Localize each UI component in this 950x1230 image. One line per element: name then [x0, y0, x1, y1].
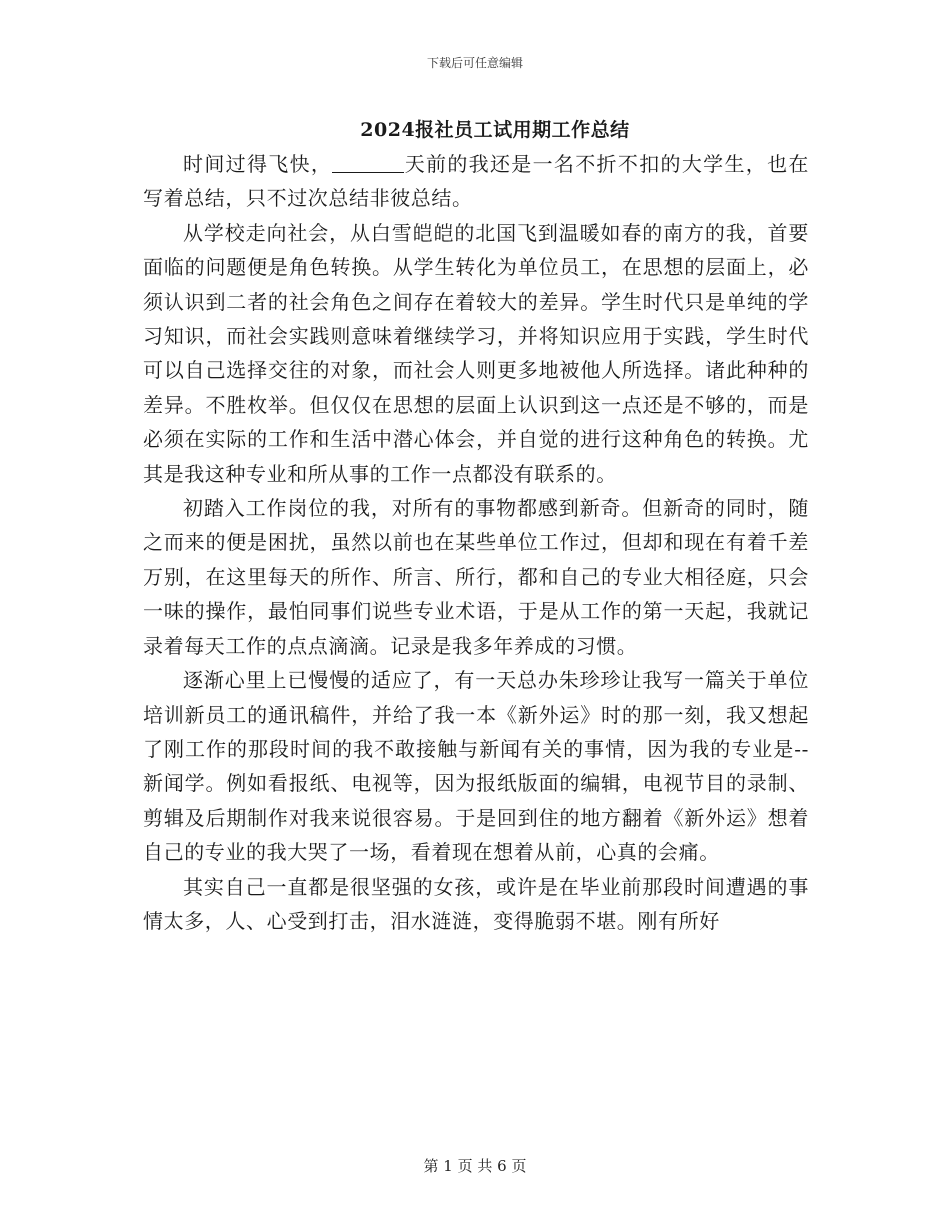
- paragraph: [143, 147, 809, 216]
- document-title: 2024报社员工试用期工作总结: [360, 119, 630, 141]
- paragraph-text: 时间过得飞快，: [183, 152, 333, 176]
- document-body: [143, 147, 809, 938]
- paragraph-text: 天前的我还是一名不折不扣的大学生，也在写着总结，只不过次总结非彼总结。: [143, 152, 809, 211]
- header-note: 下载后可任意编辑: [426, 56, 523, 70]
- paragraph: 初踏入工作岗位的我，对所有的事物都感到新奇。但新奇的同时，随之而来的便是困扰，虽然以前也在某些单位工作过，但却和现在有着千差万别，在这里每天的所作、所言、所行，都和自己的专业大相径庭，只会一味的操作，最怕同事们说些专业术语，于是从工作的第一天起，我就记录着每天工作的点点滴滴。记录是我多年养成的习惯。: [143, 496, 809, 658]
- page-indicator: 第 1 页 共 6 页: [423, 1157, 527, 1175]
- paragraph: 从学校走向社会，从白雪皑皑的北国飞到温暖如春的南方的我，首要面临的问题便是角色转换。从学生转化为单位员工，在思想的层面上，必须认识到二者的社会角色之间存在着较大的差异。学生时代只是单纯的学习知识，而社会实践则意味着继续学习，并将知识应用于实践，学生时代可以自己选择交往的对象，而社会人则更多地被他人所选择。诸此种种的差异。不胜枚举。但仅仅在思想的层面上认识到这一点还是不够的，而是必须在实际的工作和生活中潜心体会，并自觉的进行这种角色的转换。尤其是我这种专业和所从事的工作一点都没有联系的。: [143, 220, 809, 486]
- fill-in-blank: [332, 154, 404, 173]
- paragraph: 逐渐心里上已慢慢的适应了，有一天总办朱珍珍让我写一篇关于单位培训新员工的通讯稿件，并给了我一本《新外运》时的那一刻，我又想起了刚工作的那段时间的我不敢接触与新闻有关的事情，因为我的专业是--新闻学。例如看报纸、电视等，因为报纸版面的编辑，电视节目的录制、剪辑及后期制作对我来说很容易。于是回到住的地方翻着《新外运》想着自己的专业的我大哭了一场，看着现在想着从前，心真的会痛。: [143, 668, 809, 865]
- paragraph: 其实自己一直都是很坚强的女孩，或许是在毕业前那段时间遭遇的事情太多，人、心受到打击，泪水涟涟，变得脆弱不堪。刚有所好: [143, 874, 809, 933]
